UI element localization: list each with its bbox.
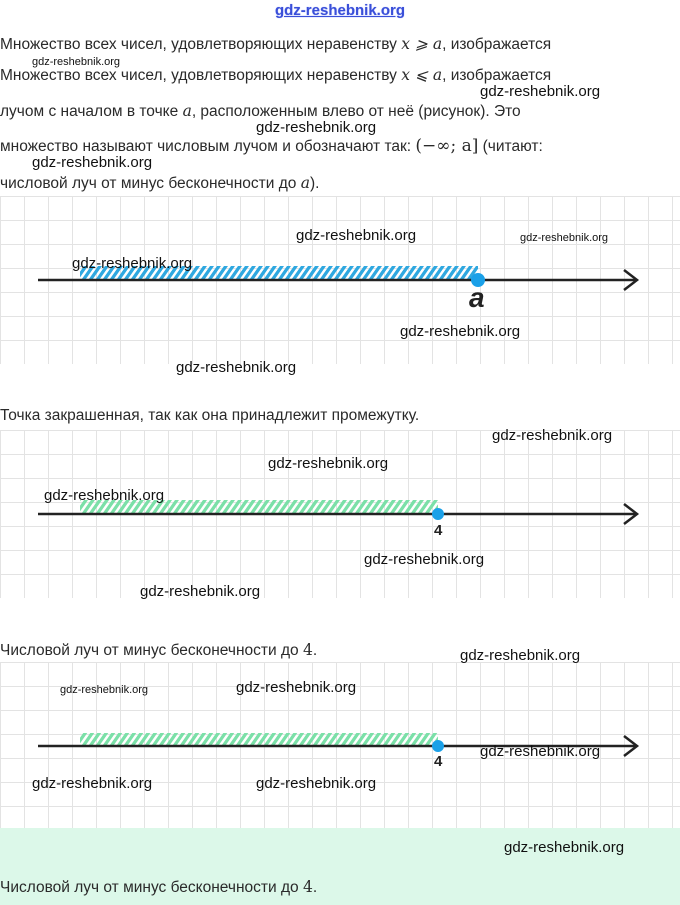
point-a-symbol: a (300, 174, 310, 192)
watermark: gdz-reshebnik.org (256, 775, 377, 792)
interval-notation: (−∞; a] (415, 136, 479, 156)
number-4: 4 (302, 641, 313, 659)
watermark: gdz-reshebnik.org (520, 232, 609, 244)
watermark: gdz-reshebnik.org (480, 743, 601, 760)
intro-line-1-end: , изображается (442, 36, 552, 53)
caption-ray-end: . (312, 642, 318, 659)
point-label-4: 4 (434, 753, 443, 770)
watermark: gdz-reshebnik.org (44, 487, 165, 504)
watermark: gdz-reshebnik.org (60, 684, 149, 696)
watermark: gdz-reshebnik.org (480, 83, 601, 100)
intro-line-1-text: Множество всех чисел, удовлетворяющих неравенству (0, 36, 402, 53)
watermark: gdz-reshebnik.org (400, 323, 521, 340)
intro-line-2 (0, 65, 551, 86)
intro-line-3-end: , расположенным влево от неё (рисунок). Это (191, 103, 521, 120)
caption-ray-text: Числовой луч от минус бесконечности до (0, 642, 303, 659)
answer-text (0, 877, 317, 898)
intro-line-5-end: ). (309, 175, 320, 192)
watermark: gdz-reshebnik.org (32, 56, 121, 68)
caption-point-filled: Точка закрашенная, так как она принадлежит промежутку. (0, 407, 420, 424)
figure-1-number-line (0, 196, 680, 364)
watermark: gdz-reshebnik.org (32, 775, 153, 792)
point-a-symbol: a (182, 102, 192, 120)
watermark: gdz-reshebnik.org (460, 647, 581, 664)
watermark: gdz-reshebnik.org (236, 679, 357, 696)
answer-text-body: Числовой луч от минус бесконечности до (0, 879, 303, 896)
watermark: gdz-reshebnik.org (256, 119, 377, 136)
intro-line-4-end: (читают: (478, 138, 543, 155)
watermark: gdz-reshebnik.org (268, 455, 389, 472)
inequality-geq: x ⩾ a (401, 35, 443, 53)
watermark: gdz-reshebnik.org (32, 154, 153, 171)
caption-ray-to-4 (0, 640, 317, 661)
site-title-link[interactable]: gdz-reshebnik.org (274, 2, 405, 19)
number-4: 4 (302, 878, 313, 896)
ray-hatching (80, 733, 438, 746)
watermark: gdz-reshebnik.org (72, 255, 193, 272)
intro-line-2-end: , изображается (442, 67, 552, 84)
intro-line-1 (0, 34, 551, 55)
watermark: gdz-reshebnik.org (504, 839, 625, 856)
filled-point (432, 508, 444, 520)
watermark: gdz-reshebnik.org (296, 227, 417, 244)
answer-text-end: . (312, 879, 318, 896)
watermark: gdz-reshebnik.org (492, 427, 613, 444)
point-label-a: a (469, 282, 485, 313)
inequality-leq: x ⩽ a (401, 66, 443, 84)
filled-point (432, 740, 444, 752)
watermark: gdz-reshebnik.org (364, 551, 485, 568)
intro-line-5 (0, 173, 319, 194)
watermark: gdz-reshebnik.org (140, 583, 261, 600)
intro-line-5-text: числовой луч от минус бесконечности до (0, 175, 301, 192)
intro-line-3-text: лучом с началом в точке (0, 103, 183, 120)
watermark: gdz-reshebnik.org (176, 359, 297, 376)
intro-line-4-text: множество называют числовым лучом и обозначают так: (0, 138, 416, 155)
intro-line-2-text: Множество всех чисел, удовлетворяющих неравенству (0, 67, 402, 84)
point-label-4: 4 (434, 522, 443, 539)
